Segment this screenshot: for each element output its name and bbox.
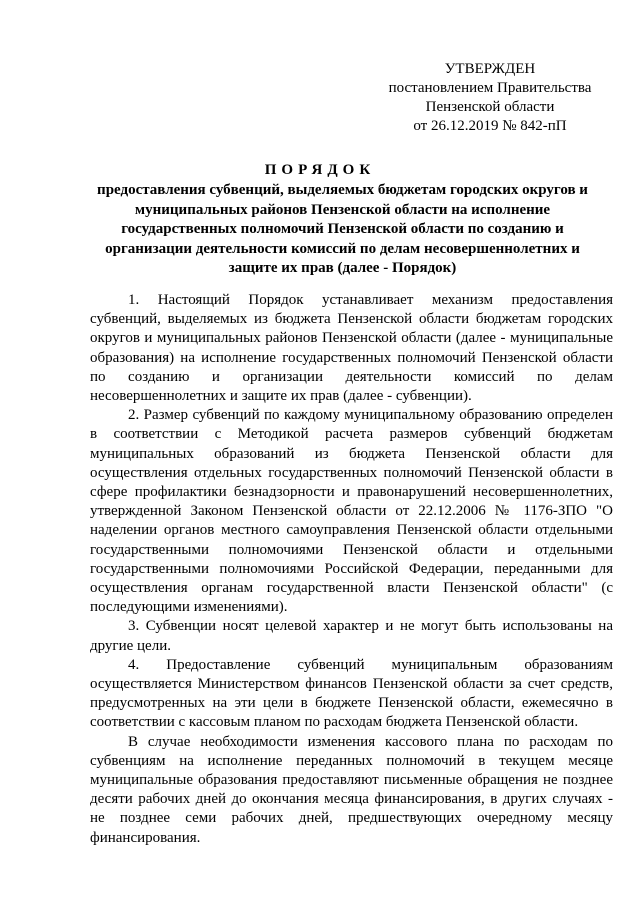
paragraph-2: 2. Размер субвенций по каждому муниципальному образованию определен в соответствии с Методикой расчета размеров субвенций бюджетам муниципальных образований из бюджета Пензенской области для осуществления отдельных государственных полномочий Пензенской области в сфере профилактики безнадзорности и правонарушений несовершеннолетних, утвержденной Законом Пензенской области от 22.12.2006 № 1176-ЗПО "О наделении органов местного самоуправления Пензенской области отдельными государственными полномочиями Пензенской области и отдельными государственными полномочиями Российской Федерации, переданными для осуществления органам государственной власти Пензенской области" (с последующими изменениями).: [90, 407, 613, 616]
approval-basis: постановлением Правительства: [388, 80, 592, 96]
paragraph-3: 3. Субвенции носят целевой характер и не могут быть использованы на другие цели.: [90, 618, 613, 654]
approval-stamp: [380, 60, 600, 136]
approval-status: УТВЕРЖДЕН: [444, 61, 536, 77]
approval-date-number: от 26.12.2019 № 842-пП: [413, 118, 567, 134]
document-subtitle: предоставления субвенций, выделяемых бюджетам городских округов и муниципальных районов Пензенской области на исполнение государственных полномочий Пензенской области по созданию и организации деятельности комиссий по делам несовершеннолетних и защите их прав (далее - Порядок): [97, 182, 588, 276]
paragraph-4: 4. Предоставление субвенций муниципальным образованиям осуществляется Министерством финансов Пензенской области за счет средств, предусмотренных на эти цели в бюджете Пензенской области, ежемесячно в соответствии с кассовым планом по расходам бюджета Пензенской области.: [90, 656, 613, 731]
document-body: [90, 291, 613, 848]
approval-region: Пензенской области: [425, 99, 555, 115]
paragraph-5: В случае необходимости изменения кассового плана по расходам по субвенциям на исполнение переданных полномочий в текущем месяце муниципальные образования предоставляют письменные обращения не позднее десяти рабочих дней до окончания месяца финансирования, в других случаях - не позднее семи рабочих дней, предшествующих очередному месяцу финансирования.: [90, 733, 613, 846]
paragraph-1: 1. Настоящий Порядок устанавливает механизм предоставления субвенций, выделяемых из бюджета Пензенской области бюджетам городских округов и муниципальных районов Пензенской области (далее - муниципальные образования) на исполнение государственных полномочий Пензенской области по созданию и организации деятельности комиссий по делам несовершеннолетних и защите их прав (далее - субвенции).: [90, 292, 613, 405]
document-title: ПОРЯДОК: [264, 162, 376, 178]
